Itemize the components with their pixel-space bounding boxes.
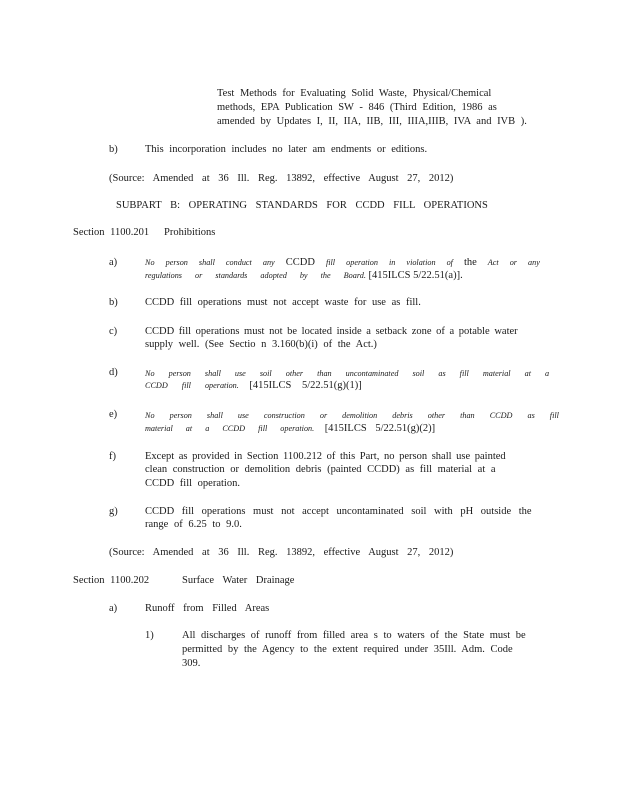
section-title: Prohibitions [164,227,216,238]
prohibition-line: CCDD fill operations must not accept waste for use as fill. [145,297,421,308]
statutory-text: CCDD fill operation. [145,381,239,390]
item-label: d) [109,367,118,378]
subpart-heading: SUBPART B: OPERATING STANDARDS FOR CCDD FILL OPERATIONS [116,200,488,211]
item-label: a) [109,603,118,614]
section-number: Section 1100.202 [73,575,150,586]
citation: [415ILCS 5/22.51(a)]. [368,270,463,281]
prohibition-line [145,269,463,282]
statutory-text: No person shall conduct any [145,258,286,267]
prohibition-line [145,422,435,435]
citation: [415ILCS 5/22.51(g)(2)] [324,423,436,434]
reference-line: Test Methods for Evaluating Solid Waste, Physical/Chemical [217,88,492,99]
reference-line: methods, EPA Publication SW - 846 (Third Edition, 1986 as [217,102,497,113]
paragraph-line: permitted by the Agency to the extent required under 35Ill. Adm. Code [182,644,513,655]
statutory-text: No person shall use soil other than uncontaminated soil as fill material at a [145,369,550,378]
source-note: (Source: Amended at 36 Ill. Reg. 13892, effective August 27, 2012) [109,547,454,558]
statutory-text: No person shall use construction or demolition debris other than CCDD as fill [145,411,559,420]
source-note: (Source: Amended at 36 Ill. Reg. 13892, effective August 27, 2012) [109,173,454,184]
prohibition-line [145,256,540,269]
paragraph-text: This incorporation includes no later am endments or editions. [145,144,428,155]
prohibition-line: clean construction or demolition debris (painted CCDD) as fill material at a [145,464,496,475]
item-label: f) [109,451,116,462]
item-label: 1) [145,630,154,641]
prohibition-line: CCDD fill operation. [145,478,240,489]
statutory-text: fill operation in violation of [314,258,465,267]
paragraph-line: All discharges of runoff from filled area s to waters of the State must be [182,630,526,641]
prohibition-line: range of 6.25 to 9.0. [145,519,242,530]
prohibition-line: supply well. (See Sectio n 3.160(b)(i) of the Act.) [145,339,377,350]
item-label: a) [109,257,118,268]
citation: [415ILCS 5/22.51(g)(1)] [249,380,362,391]
prohibition-line: CCDD fill operations must not be located inside a setback zone of a potable water [145,326,518,337]
prohibition-line: Except as provided in Section 1100.212 of this Part, no person shall use painted [145,451,506,462]
plain-text: the [464,257,477,268]
plain-text: CCDD [285,257,315,268]
statutory-text: material at a CCDD fill operation. [145,424,315,433]
section-title: Surface Water Drainage [182,575,295,586]
item-label: b) [109,297,118,308]
reference-line: amended by Updates I, II, IIA, IIB, III, IIIA,IIIB, IVA and IVB ). [217,116,527,127]
statutory-text: regulations or standards adopted by the Board. [145,271,366,280]
item-label: b) [109,144,118,155]
prohibition-line [145,379,362,392]
statutory-text: Act or any [476,258,540,267]
item-label: c) [109,326,118,337]
paragraph-line: 309. [182,658,201,669]
prohibition-line: CCDD fill operations must not accept uncontaminated soil with pH outside the [145,506,532,517]
item-label: e) [109,409,118,420]
subsection-title: Runoff from Filled Areas [145,603,270,614]
section-number: Section 1100.201 [73,227,150,238]
item-label: g) [109,506,118,517]
